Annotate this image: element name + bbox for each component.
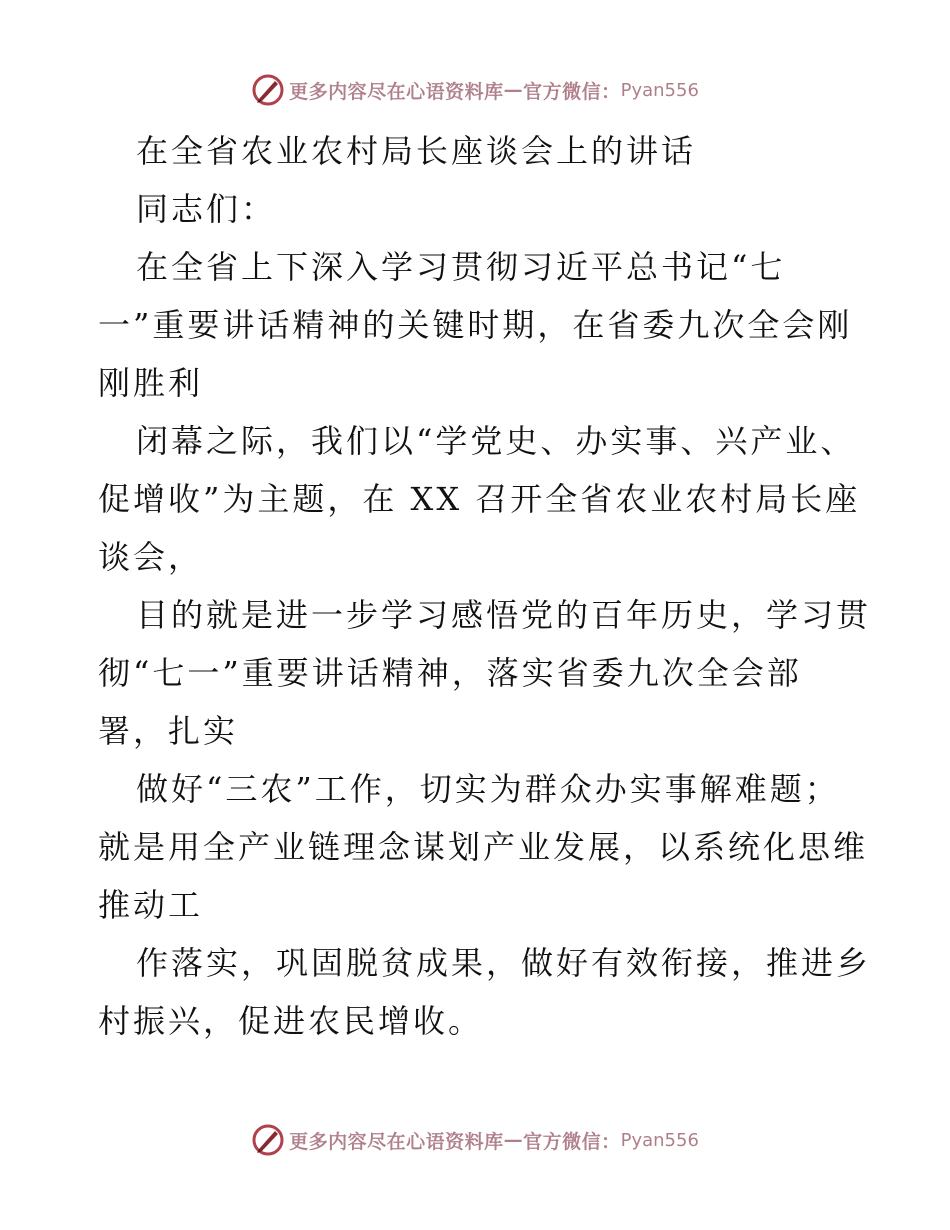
watermark-site-text: 更多内容尽在心语资料库 (289, 1130, 504, 1153)
quill-pen-circle-icon (251, 1123, 285, 1157)
doc-line: 彻“七一”重要讲话精神，落实省委九次全会部 (98, 654, 802, 692)
header-watermark (0, 70, 950, 110)
doc-salutation: 同志们： (136, 190, 277, 228)
doc-line: 就是用全产业链理念谋划产业发展，以系统化思维 (98, 828, 869, 866)
watermark-wechat-label: 官方微信： (523, 1130, 621, 1153)
watermark-dash: — (503, 1129, 524, 1151)
doc-line: 一”重要讲话精神的关键时期，在省委九次全会刚 (98, 306, 853, 344)
doc-line: 目的就是进一步学习感悟党的百年历史，学习贯 (136, 596, 872, 634)
watermark-dash: — (503, 79, 524, 101)
quill-pen-circle-icon (251, 73, 285, 107)
watermark-site-text: 更多内容尽在心语资料库 (289, 80, 504, 103)
document-body (98, 122, 872, 1050)
watermark-wechat-label: 官方微信： (523, 80, 621, 103)
doc-line: 做好“三农”工作，切实为群众办实事解难题； (136, 770, 840, 808)
footer-watermark (0, 1120, 950, 1160)
watermark-wechat-id: Pyan556 (620, 1129, 699, 1151)
watermark-wechat-id: Pyan556 (620, 79, 699, 101)
doc-line: 村振兴，促进农民增收。 (98, 1002, 484, 1040)
doc-line: 在全省上下深入学习贯彻习近平总书记“七 (136, 248, 786, 286)
doc-line: 作落实，巩固脱贫成果，做好有效衔接，推进乡 (136, 944, 872, 982)
doc-line: 闭幕之际，我们以“学党史、办实事、兴产业、 (136, 422, 856, 460)
doc-title: 在全省农业农村局长座谈会上的讲话 (136, 132, 697, 170)
doc-line: 署，扎实 (98, 712, 239, 750)
doc-line: 促增收”为主题，在 XX 召开全省农业农村局长座 (98, 480, 861, 518)
doc-line: 推动工 (98, 886, 204, 924)
doc-line: 谈会， (98, 538, 204, 576)
doc-line: 刚胜利 (98, 364, 204, 402)
